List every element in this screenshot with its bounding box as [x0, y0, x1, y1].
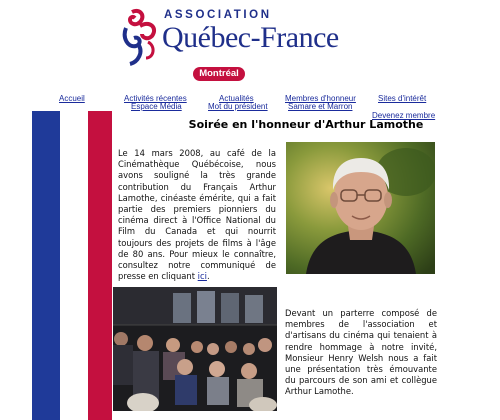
- nav-link-mot-president[interactable]: Mot du président: [208, 102, 268, 111]
- nav-link-membres[interactable]: Membres d'honneur: [285, 94, 356, 103]
- nav-link-activites[interactable]: Activités récentes: [124, 94, 187, 103]
- nav-link-espace-media[interactable]: Espace Média: [131, 102, 182, 111]
- logo-city-badge: Montréal: [193, 67, 245, 81]
- event-photo-icon: [113, 287, 277, 411]
- paragraph-1-text: Le 14 mars 2008, au café de la Cinémathèque Québécoise, nous avons souligné la très grande contribution du Français Arthur Lamothe, cinéaste émérite, qui a fait partie des premiers pionniers du cinéma direct à l'Office National du Film du Canada et qui nourrit toujours des projets de films à l'âge de 80 ans. Pour mieux le connaître, consultez notre communiqué de presse en cliquant: [118, 148, 276, 282]
- page-title: Soirée en l'honneur d'Arthur Lamothe: [188, 118, 424, 131]
- portrait-photo: [286, 142, 435, 274]
- nav-link-sites[interactable]: Sites d'intérêt: [378, 94, 427, 103]
- nav-link-actualites[interactable]: Actualités: [219, 94, 254, 103]
- logo-name-text: Québec-France: [162, 21, 339, 54]
- nav-link-accueil[interactable]: Accueil: [59, 94, 85, 103]
- flag-stripe-blue: [32, 111, 60, 420]
- article-paragraph-2: Devant un parterre composé de membres de l'association et d'artisans du cinéma qui tenaient à rendre hommage à notre invité, Monsieur Henry Welsh nous a fait une présentation très émouvante du parcours de son ami et collègue Arthur Lamothe.: [285, 308, 437, 397]
- press-release-link[interactable]: ici: [197, 271, 207, 282]
- fleur-logo-icon: [118, 8, 162, 68]
- event-photo: [113, 287, 277, 411]
- article-paragraph-1: [118, 148, 276, 282]
- flag-stripe-white: [60, 111, 88, 420]
- paragraph-1-end: .: [206, 271, 210, 282]
- portrait-photo-icon: [286, 142, 435, 274]
- nav-link-devenez-membre[interactable]: Devenez membre: [372, 111, 436, 120]
- site-logo[interactable]: [118, 4, 363, 84]
- nav-link-samare[interactable]: Samare et Marron: [288, 102, 353, 111]
- flag-stripe-red: [88, 111, 112, 420]
- logo-association-text: ASSOCIATION: [164, 9, 272, 21]
